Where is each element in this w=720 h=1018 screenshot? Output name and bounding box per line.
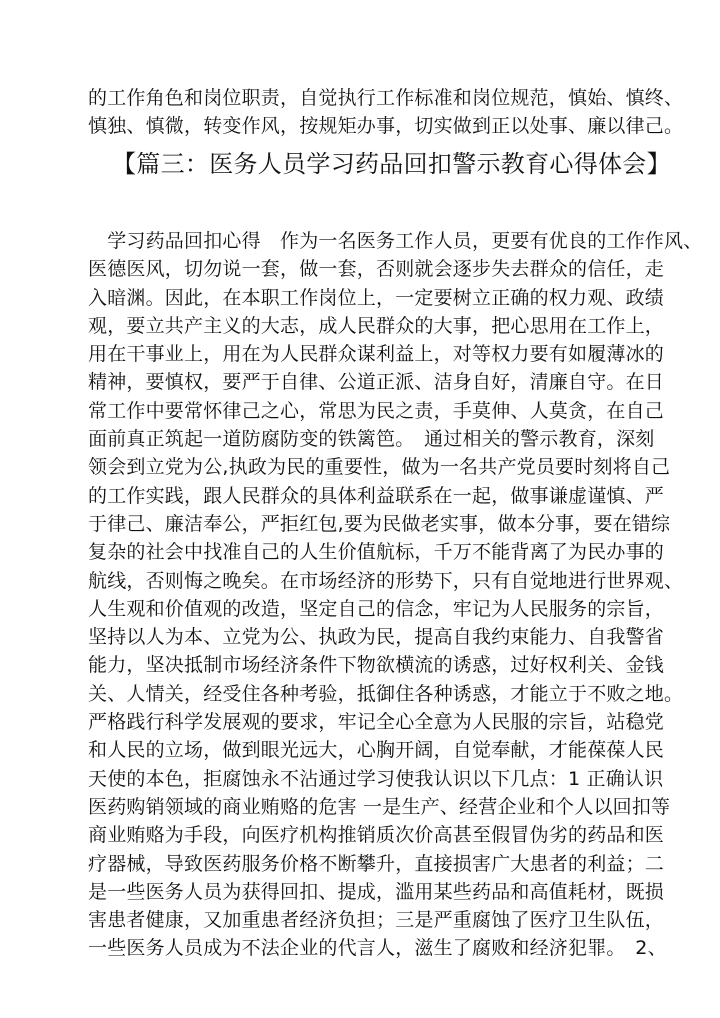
intro-line: 的工作角色和岗位职责，自觉执行工作标准和岗位规范，慎始、慎终、 [88,87,684,109]
intro-line: 慎独、慎微，转变作风，按规矩办事，切实做到正以处事、廉以律己。 [88,115,684,138]
body-line: 观，要立共产主义的大志，成人民群众的大事，把心思用在工作上， [88,314,665,337]
body-line: 领会到立党为公,执政为民的重要性，做为一名共产党员要时刻将自己 [88,456,671,479]
body-line: 入暗渊。因此，在本职工作岗位上，一定要树立正确的权力观、政绩 [88,286,665,309]
body-line: 人生观和价值观的改造，坚定自己的信念，牢记为人民服务的宗旨， [88,597,665,620]
body-line: 常工作中要常怀律己之心，常思为民之责，手莫伸、人莫贪，在自己 [88,399,665,422]
body-line: 关、人情关，经受住各种考验，抵御住各种诱惑，才能立于不败之地。 [88,682,684,705]
body-line: 用在干事业上，用在为人民群众谋利益上，对等权力要有如履薄冰的 [88,343,665,366]
body-line: 一些医务人员成为不法企业的代言人，滋生了腐败和经济犯罪。 2、 [88,937,667,960]
body-line: 商业贿赂为手段，向医疗机构推销质次价高甚至假冒伪劣的药品和医 [88,824,665,847]
section-title: 【篇三：医务人员学习药品回扣警示教育心得体会】 [112,150,671,178]
body-line: 天使的本色，拒腐蚀永不沾通过学习使我认识以下几点：1 正确认识 [88,767,664,790]
body-line: 于律己、廉洁奉公，严拒红包,要为民做老实事，做本分事，要在错综 [88,512,671,535]
body-line: 严格践行科学发展观的要求，牢记全心全意为人民服的宗旨，站稳党 [88,711,665,734]
body-line: 和人民的立场，做到眼光远大，心胸开阔，自觉奉献，才能葆葆人民 [88,739,665,762]
intro-paragraph [88,84,684,141]
body-line: 是一些医务人员为获得回扣、提成，滥用某些药品和高值耗材，既损 [88,880,665,903]
body-line: 能力，坚决抵制市场经济条件下物欲横流的诱惑，过好权利关、金钱 [88,654,665,677]
body-line: 学习药品回扣心得 作为一名医务工作人员，更要有优良的工作作风、 [88,230,703,252]
body-line: 的工作实践，跟人民群众的具体利益联系在一起，做事谦虚谨慎、严 [88,484,665,507]
body-line: 坚持以人为本、立党为公、执政为民，提高自我约束能力、自我警省 [88,626,665,649]
body-line: 复杂的社会中找准自己的人生价值航标，千万不能背离了为民办事的 [88,541,665,564]
body-line: 医药购销领域的商业贿赂的危害 一是生产、经营企业和个人以回扣等 [88,795,671,818]
body-paragraph [88,227,703,963]
body-line: 医德医风，切勿说一套，做一套，否则就会逐步失去群众的信任，走 [88,258,665,281]
body-line: 害患者健康，又加重患者经济负担；三是严重腐蚀了医疗卫生队伍， [88,909,665,932]
body-line: 精神，要慎权，要严于自律、公道正派、洁身自好，清廉自守。在日 [88,371,665,394]
body-line: 航线，否则悔之晚矣。在市场经济的形势下，只有自觉地进行世界观、 [88,569,684,592]
body-line: 疗器械，导致医药服务价格不断攀升，直接损害广大患者的利益；二 [88,852,665,875]
body-line: 面前真正筑起一道防腐防变的铁篱笆。 通过相关的警示教育，深刻 [88,428,655,451]
